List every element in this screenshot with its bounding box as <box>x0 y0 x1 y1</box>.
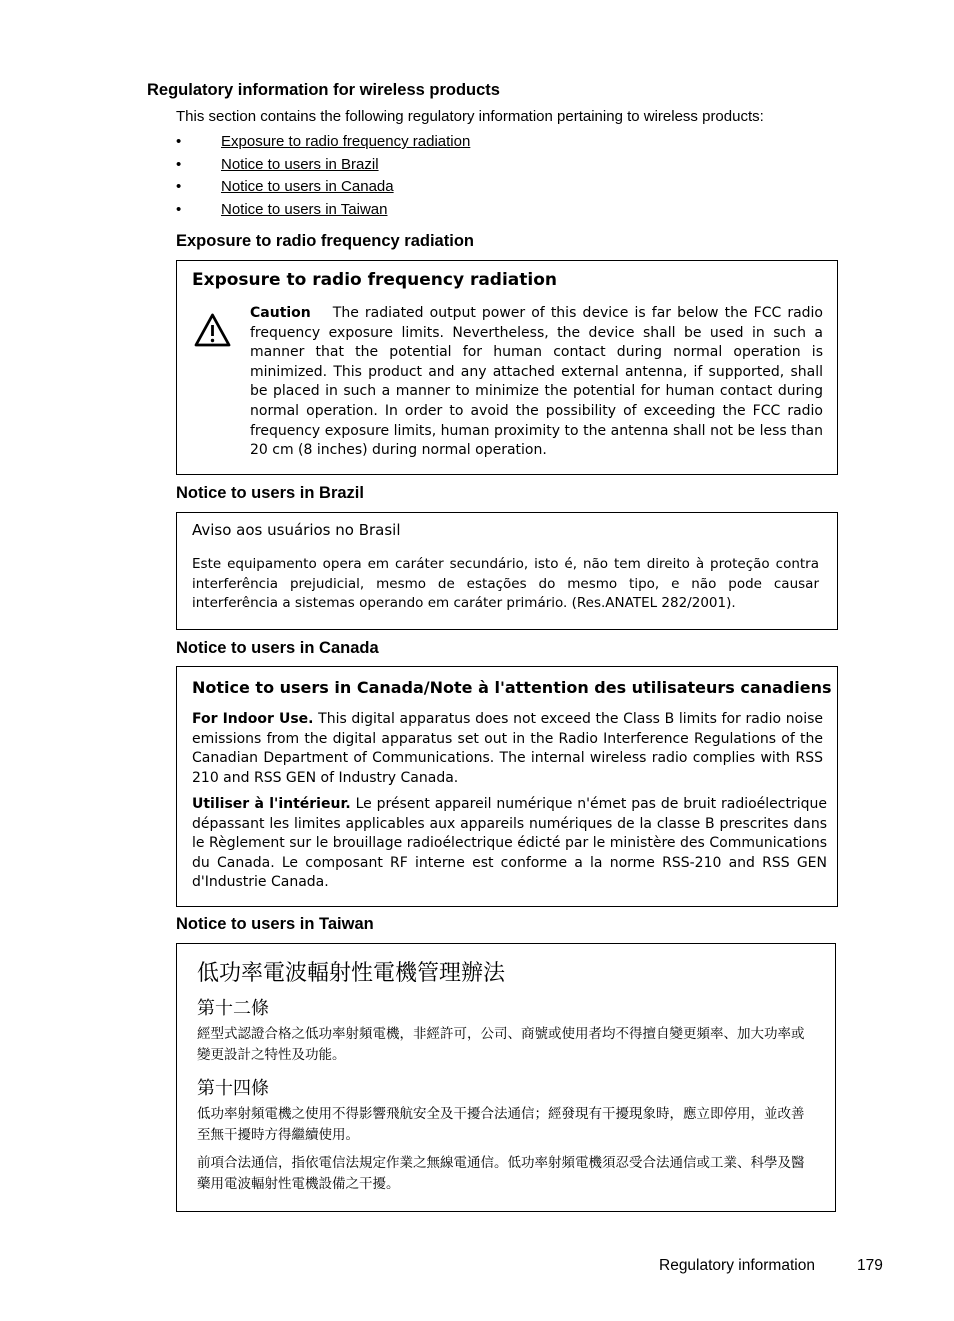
footer-section-label: Regulatory information <box>659 1257 815 1274</box>
canada-box <box>176 666 838 907</box>
caution-text: The radiated output power of this device is far below the FCC radio frequency exposure limits. Nevertheless, the device shall be used in such a manner that the potential for human contact during normal operation is minimized. This product and any attached external antenna, if supported, shall be placed in such a manner to minimize the potential for human contact during normal operation. In order to avoid the possibility of exceeding the FCC radio frequency exposure limits, human proximity to the antenna shall not be less than 20 cm (8 inches) during normal operation. <box>250 305 823 459</box>
bullet: • <box>176 133 182 150</box>
page-number: 179 <box>857 1257 883 1274</box>
exposure-box <box>176 260 838 475</box>
article-12-text: 經型式認證合格之低功率射頻電機，非經許可，公司、商號或使用者均不得擅自變更頻率、加大功率或變更設計之特性及功能。 <box>197 1026 805 1063</box>
toc-link-brazil[interactable]: Notice to users in Brazil <box>221 155 379 173</box>
bullet: • <box>176 155 182 173</box>
brazil-box-title: Aviso aos usuários no Brasil <box>192 521 401 539</box>
canada-box-title: Notice to users in Canada/Note à l'attention des utilisateurs canadiens <box>192 678 832 697</box>
bullet: • <box>176 178 182 195</box>
canada-en-text: This digital apparatus does not exceed the Class B limits for radio noise emissions from the digital apparatus set out in the Radio Interference Regulations of the Canadian Department of Communications. The internal wireless radio complies with RSS 210 and RSS GEN of Industry Canada. <box>192 711 823 786</box>
exposure-box-title: Exposure to radio frequency radiation <box>192 270 558 290</box>
article-14-title: 第十四條 <box>197 1078 269 1099</box>
bullet: • <box>176 200 182 218</box>
canada-heading: Notice to users in Canada <box>176 639 379 657</box>
caution-label: Caution <box>250 305 311 321</box>
article-12-title: 第十二條 <box>197 998 269 1019</box>
page-title: Regulatory information for wireless products <box>147 81 500 99</box>
taiwan-box <box>176 943 836 1212</box>
article-14-text-1: 低功率射頻電機之使用不得影響飛航安全及干擾合法通信；經發現有干擾現象時，應立即停用，並改善至無干擾時方得繼續使用。 <box>197 1106 805 1143</box>
intro-text: This section contains the following regulatory information pertaining to wireless products: <box>176 108 764 125</box>
canada-en-paragraph <box>192 710 823 788</box>
canada-fr-label: Utiliser à l'intérieur. <box>192 796 351 812</box>
toc-link-taiwan[interactable]: Notice to users in Taiwan <box>221 200 388 218</box>
article-14-text-2: 前項合法通信，指依電信法規定作業之無線電通信。低功率射頻電機須忍受合法通信或工業、科學及醫藥用電波輻射性電機設備之干擾。 <box>197 1155 805 1192</box>
canada-fr-paragraph <box>192 795 827 893</box>
canada-en-label: For Indoor Use. <box>192 711 314 727</box>
taiwan-box-title: 低功率電波輻射性電機管理辦法 <box>197 961 506 986</box>
toc-link-exposure[interactable]: Exposure to radio frequency radiation <box>221 133 471 150</box>
canada-fr-text: Le présent appareil numérique n'émet pas de bruit radioélectrique dépassant les limites applicables aux appareils numériques de la classe B prescrites dans le Règlement sur le brouillage radioélectrique édicté par le ministère des Communications du Canada. Le composant RF interne est conforme a la norme RSS-210 and RSS GEN d'Industrie Canada. <box>192 796 827 891</box>
brazil-heading: Notice to users in Brazil <box>176 484 364 502</box>
taiwan-heading: Notice to users in Taiwan <box>176 915 374 933</box>
toc-link-canada[interactable]: Notice to users in Canada <box>221 178 394 195</box>
warning-triangle-icon <box>193 312 232 348</box>
brazil-text: Este equipamento opera em caráter secundário, isto é, não tem direito à proteção contra interferência prejudicial, mesmo de estações do mesmo tipo, e não pode causar interferência a sistemas operando em caráter primário. (Res.ANATEL 282/2001). <box>192 556 819 611</box>
exposure-heading: Exposure to radio frequency radiation <box>176 232 474 250</box>
brazil-box <box>176 512 838 630</box>
caution-paragraph <box>250 304 823 461</box>
